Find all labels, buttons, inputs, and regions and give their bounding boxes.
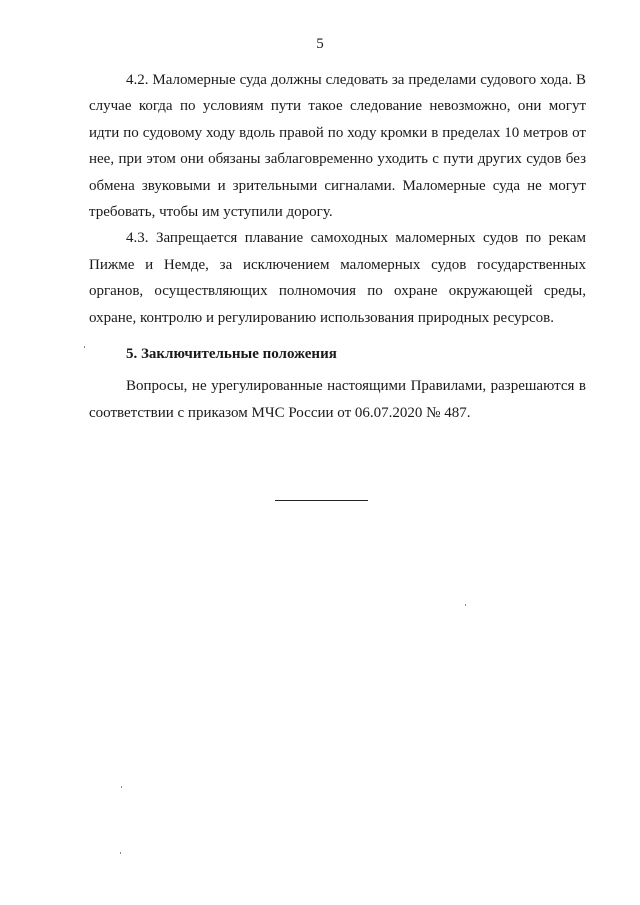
scan-speck (465, 604, 466, 606)
paragraph-4-3: 4.3. Запрещается плавание самоходных маломерных судов по рекам Пижме и Немде, за исключением маломерных судов государственных органов, осуществляющих полномочия по охране окружающей среды, охране, контролю и регулированию использования природных ресурсов. (89, 230, 586, 326)
scan-speck (120, 852, 121, 854)
scan-speck (121, 786, 122, 788)
scan-speck (84, 346, 85, 348)
page-number: 5 (316, 36, 324, 52)
section-5-heading: 5. Заключительные положения (126, 346, 337, 363)
paragraph-4-2: 4.2. Маломерные суда должны следовать за пределами судового хода. В случае когда по условиям пути такое следование невозможно, они могут идти по судовому ходу вдоль правой по ходу кромки в пределах 10 метров от нее, при этом они обязаны заблаговременно уходить с пути других судов без обмена звуковыми и зрительными сигналами. Маломерные суда не могут требовать, чтобы им уступили дорогу. (89, 72, 586, 221)
document-body (89, 67, 586, 426)
section-5-paragraph: Вопросы, не урегулированные настоящими Правилами, разрешаются в соответствии с приказом МЧС России от 06.07.2020 № 487. (89, 378, 586, 421)
closing-rule (275, 500, 368, 501)
